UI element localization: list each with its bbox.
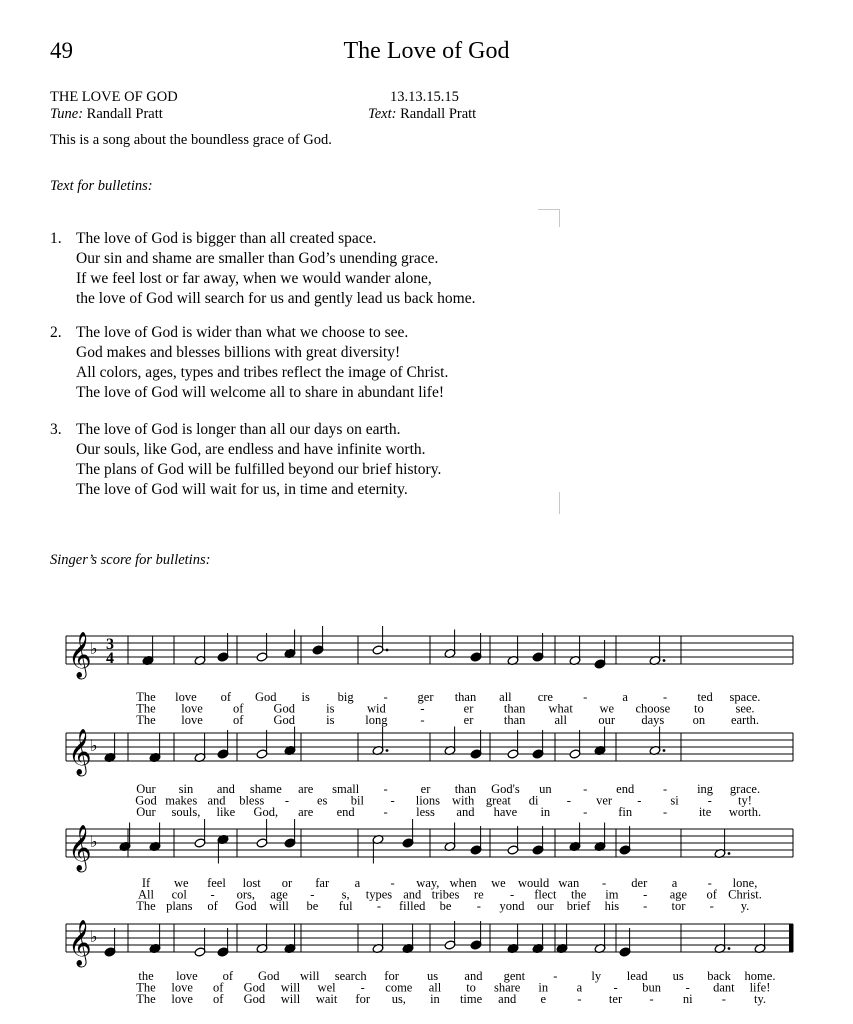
lyric-syllable: and [403,887,422,902]
lyric-syllable: of [213,992,224,1006]
lyric-syllable: in [540,805,551,819]
lyric-syllable: lead [626,969,648,983]
lyric-syllable: - [310,887,315,902]
lyric-syllable: age [270,887,288,902]
verse-line: Our sin and shame are smaller than God’s unending grace. [76,250,439,267]
lyric-syllable: us [426,969,439,983]
lyric-syllable: - [577,992,582,1006]
verse-line: God makes and blesses billions with great diversity! [76,344,401,361]
lyric-syllable: er [463,701,474,716]
lyric-syllable: age [669,887,688,902]
lyric-syllable: ted [697,690,713,704]
lyric-syllable: in [430,992,440,1006]
verse-line: All colors, ages, types and tribes reflect the image of Christ. [76,364,449,381]
verse-line: The love of God will welcome all to share in abundant life! [76,384,445,401]
lyric-syllable: plans [166,899,193,913]
lyric-syllable: makes [165,793,198,808]
lyric-syllable: God [273,713,295,727]
lyric-syllable: come [385,980,413,995]
lyric-syllable: the [570,887,587,902]
note-dot [728,947,731,950]
verse-line: The love of God is wider than what we choose to see. [76,324,409,341]
lyric-syllable: - [613,980,618,995]
lyric-syllable: cre [537,690,553,704]
lyric-syllable: - [420,701,425,716]
lyric-syllable: than [454,782,477,796]
lyric-syllable: will [300,969,320,983]
description: This is a song about the boundless grace of God. [50,132,332,148]
lyric-syllable: our [598,713,616,727]
lyric-syllable: God, [253,805,279,819]
lyric-syllable: dant [713,980,735,995]
verse-line: If we feel lost or far away, when we would wander alone, [76,270,432,287]
lyric-syllable: will [269,899,289,913]
lyric-syllable: ite [698,805,712,819]
lyric-syllable: - [509,887,515,902]
treble-clef: 𝄞 [68,825,92,871]
lyric-syllable: bless [239,793,265,808]
note-dot [663,659,666,662]
lyric-syllable: lost [242,876,261,890]
score-heading: Singer’s score for bulletins: [50,552,211,568]
verse-line: The love of God will wait for us, in time and eternity. [76,481,408,498]
lyric-syllable: ors, [236,887,256,902]
lyric-syllable: The [136,690,156,704]
lyric-syllable: than [503,701,526,716]
lyric-syllable: is [326,713,335,727]
lyric-syllable: of [207,899,218,913]
lyric-syllable: di [528,793,539,808]
lyric-syllable: love [181,701,203,716]
lyric-syllable: of [706,887,717,902]
lyric-syllable: be [439,899,452,913]
lyric-syllable: tribes [431,887,460,902]
lyric-syllable: share [493,980,521,995]
time-sig-bottom: 4 [106,650,114,667]
verse-number: 2. [50,324,62,341]
lyric-syllable: - [643,887,648,902]
lyric-syllable: back [707,969,731,983]
lyric-syllable: - [566,793,571,808]
lyric-syllable: days [641,713,665,727]
key-flat: ♭ [90,736,98,755]
lyric-syllable: end [336,805,355,819]
lyric-syllable: a [671,876,678,890]
lyric-syllable: a [354,876,361,890]
lyric-syllable: bil [350,793,365,808]
lyric-syllable: life! [749,980,771,995]
lyric-syllable: and [464,969,483,983]
note-dot [728,852,731,855]
lyric-syllable: lions [415,793,441,808]
lyric-syllable: to [466,980,476,995]
lyric-syllable: - [583,782,588,796]
lyric-syllable: ver [596,793,613,808]
lyric-syllable: si [670,793,679,808]
lyric-syllable: flect [534,887,557,902]
lyric-syllable: our [536,899,554,913]
lyric-syllable: gent [503,969,526,983]
lyric-syllable: choose [635,701,671,716]
lyric-syllable: and [207,793,226,808]
lyric-syllable: wid [367,701,386,716]
lyric-syllable: us [672,969,684,983]
lyric-syllable: we [173,876,189,890]
lyric-syllable: God [243,992,266,1006]
lyric-syllable: fin [618,805,633,819]
bulletin-text-heading: Text for bulletins: [50,178,153,194]
lyric-syllable: - [476,899,481,913]
lyric-syllable: wan [558,876,580,890]
verse-number: 3. [50,421,62,438]
lyric-syllable: worth. [728,805,762,819]
lyric-syllable: The [136,899,156,913]
lyric-syllable: for [384,969,399,983]
lyric-syllable: God [258,969,280,983]
lyric-syllable: - [637,793,642,808]
lyric-syllable: es [316,793,328,808]
lyric-syllable: less [416,805,435,819]
lyric-syllable: will [280,992,301,1006]
lyric-syllable: space. [729,690,761,704]
lyric-syllable: s, [341,887,350,902]
lyric-syllable: - [707,793,712,808]
lyric-syllable: the [138,969,154,983]
lyric-syllable: ty! [738,793,752,808]
lyric-syllable: search [334,969,367,983]
lyric-syllable: when [449,876,477,890]
verse-number: 1. [50,230,62,247]
lyric-syllable: are [298,782,314,796]
lyric-syllable: re [473,887,484,902]
text-author: Randall Pratt [400,106,477,122]
lyric-syllable: and [456,805,475,819]
lyric-syllable: God [235,899,257,913]
lyric-syllable: and [216,782,235,796]
time-sig-top: 3 [106,636,114,653]
lyric-syllable: The [136,701,156,716]
note-dot [663,749,666,752]
meter: 13.13.15.15 [390,89,459,105]
lyric-syllable: tor [671,899,686,913]
tune-name: THE LOVE OF GOD [50,89,178,105]
lyric-syllable: God [255,690,277,704]
lyric-syllable: than [454,690,477,704]
lyric-syllable: Our [136,805,156,819]
lyric-syllable: be [306,899,319,913]
lyric-syllable: - [210,887,215,902]
lyric-syllable: Our [136,782,156,796]
lyric-syllable: than [503,713,526,727]
lyric-syllable: what [548,701,573,716]
note-dot [386,749,389,752]
lyric-syllable: us, [391,992,406,1006]
lyric-syllable: - [553,969,558,983]
lyric-syllable: have [493,805,518,819]
lyric-syllable: ing [697,782,714,796]
lyric-syllable: sin [178,782,194,796]
tune-author: Randall Pratt [86,106,163,122]
lyric-syllable: way, [416,876,440,890]
lyric-syllable: on [692,713,706,727]
lyric-syllable: - [709,899,714,913]
lyric-syllable: shame [249,782,282,796]
treble-clef: 𝄞 [68,920,92,966]
lyric-syllable: love [181,713,203,727]
tune-label: Tune: [50,106,84,122]
lyric-syllable: ty. [753,992,767,1006]
lyric-syllable: ter [608,992,623,1006]
lyric-syllable: - [390,793,395,808]
lyric-syllable: col [171,887,187,902]
lyric-syllable: - [360,980,365,995]
lyric-syllable: brief [566,899,591,913]
lyric-syllable: - [601,876,607,890]
lyric-syllable: would [517,876,550,890]
lyric-syllable: - [390,876,395,890]
lyric-syllable: of [222,969,234,983]
lyric-syllable: - [284,793,290,808]
lyric-syllable: im [605,887,619,902]
lyric-syllable: - [663,782,668,796]
lyric-syllable: feel [207,876,226,890]
key-flat: ♭ [90,832,98,851]
lyric-syllable: his [604,899,620,913]
lyric-syllable: - [376,899,382,913]
hymn-title: The Love of God [343,38,510,64]
lyric-syllable: of [220,690,232,704]
lyric-syllable: love [176,969,198,983]
lyric-syllable: - [707,876,712,890]
hymn-number: 49 [50,38,73,63]
lyric-syllable: great [485,793,511,808]
lyric-syllable: ni [682,992,693,1006]
lyric-syllable: - [643,899,648,913]
lyric-syllable: lone, [732,876,758,890]
lyric-syllable: in [538,980,549,995]
lyric-syllable: earth. [730,713,760,727]
lyric-syllable: God [273,701,295,716]
lyric-syllable: we [599,701,615,716]
lyric-syllable: big [337,690,354,704]
lyric-syllable: bun [642,980,662,995]
lyric-syllable: er [420,782,431,796]
lyric-syllable: all [554,713,567,727]
lyric-syllable: types [365,887,393,902]
treble-clef: 𝄞 [68,729,92,775]
lyric-syllable: Christ. [728,887,762,902]
lyric-syllable: love [175,690,197,704]
treble-clef: 𝄞 [68,632,92,678]
verse-line: The love of God is bigger than all created space. [76,230,377,247]
lyric-syllable: is [301,690,310,704]
lyric-syllable: - [583,690,588,704]
note-dot [386,649,389,652]
lyric-syllable: - [383,690,388,704]
lyric-syllable: we [491,876,506,890]
lyric-syllable: ger [417,690,434,704]
lyric-syllable: long [365,713,388,727]
lyric-syllable: will [280,980,301,995]
text-label: Text: [368,106,397,122]
lyric-syllable: e [540,992,547,1006]
lyric-syllable: see. [735,701,755,716]
lyric-syllable: of [213,980,224,995]
verse-line: Our souls, like God, are endless and have infinite worth. [76,441,426,458]
lyric-syllable: y. [740,899,750,913]
lyric-syllable: God's [491,782,520,796]
lyric-syllable: - [383,805,388,819]
lyric-syllable: der [631,876,648,890]
lyric-syllable: for [355,992,370,1006]
lyric-syllable: a [576,980,583,995]
lyric-syllable: - [685,980,690,995]
lyric-syllable: love [171,980,193,995]
lyric-syllable: and [498,992,517,1006]
lyric-syllable: The [136,980,156,995]
verse-line: The love of God is longer than all our days on earth. [76,421,401,438]
lyric-syllable: - [721,992,726,1006]
lyric-syllable: - [663,690,668,704]
lyric-syllable: - [663,805,668,819]
lyric-syllable: The [136,992,156,1006]
lyric-syllable: God [243,980,266,995]
lyric-syllable: ly [591,969,602,983]
lyric-syllable: time [459,992,483,1006]
lyric-syllable: with [452,793,475,808]
lyric-syllable: a [622,690,628,704]
lyric-syllable: to [694,701,704,716]
verse-line: the love of God will search for us and gently lead us back home. [76,290,476,307]
lyric-syllable: all [499,690,512,704]
lyric-syllable: The [136,713,156,727]
lyric-syllable: - [420,713,425,727]
lyric-syllable: er [463,713,474,727]
lyric-syllable: or [281,876,293,890]
verse-line: The plans of God will be fulfilled beyond our brief history. [76,461,442,478]
lyric-syllable: un [539,782,552,796]
final-barline [789,924,793,952]
lyric-syllable: souls, [171,805,201,819]
key-flat: ♭ [90,927,98,946]
lyric-syllable: all [428,980,442,995]
lyric-syllable: filled [399,899,426,913]
key-flat: ♭ [90,639,98,658]
lyric-syllable: - [383,782,388,796]
lyric-syllable: If [141,876,151,890]
lyric-syllable: All [138,887,154,902]
lyric-syllable: wait [315,992,338,1006]
lyric-syllable: ful [338,899,353,913]
lyric-syllable: of [232,701,244,716]
lyric-syllable: - [649,992,654,1006]
lyric-syllable: small [332,782,360,796]
lyric-syllable: are [298,805,314,819]
lyric-syllable: of [232,713,244,727]
lyric-syllable: far [315,876,330,890]
lyric-syllable: yond [499,899,525,913]
lyric-syllable: God [135,793,157,808]
lyric-syllable: like [216,805,236,819]
lyric-syllable: - [583,805,588,819]
lyric-syllable: love [171,992,193,1006]
lyric-syllable: grace. [729,782,761,796]
lyric-syllable: end [616,782,635,796]
lyric-syllable: home. [744,969,776,983]
lyric-syllable: wel [317,980,336,995]
lyric-syllable: is [326,701,335,716]
